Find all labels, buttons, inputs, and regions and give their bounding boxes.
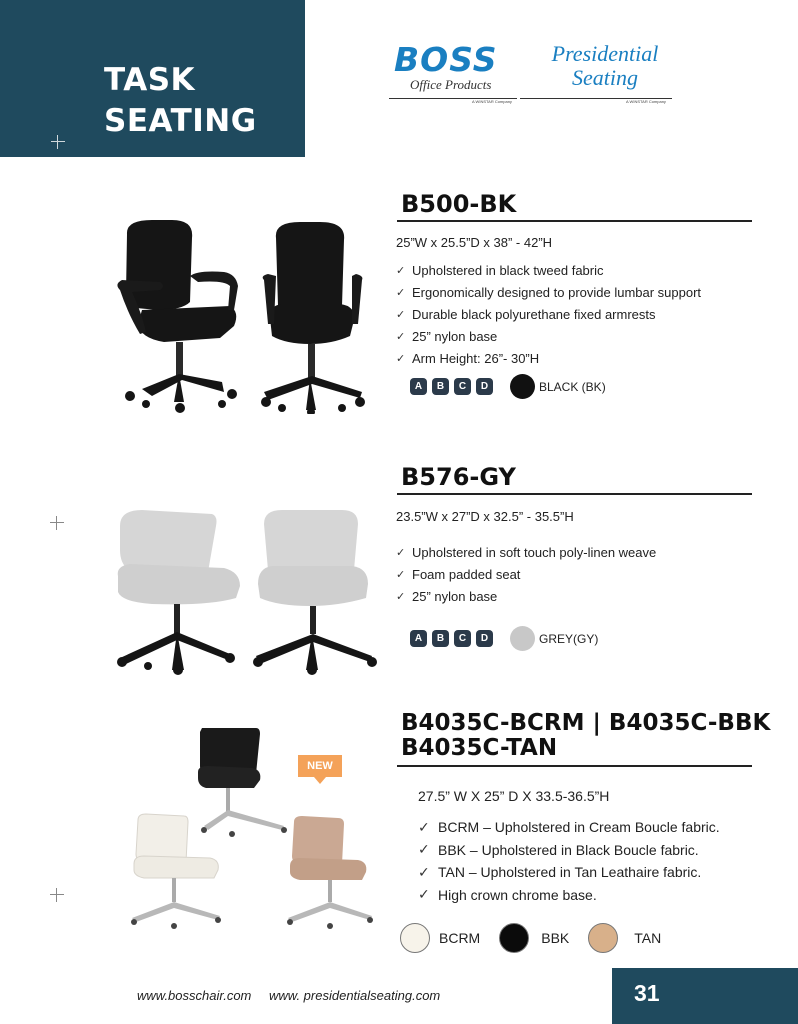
check-icon: ✓ bbox=[396, 308, 406, 321]
check-icon: ✓ bbox=[396, 546, 406, 559]
grade-badge: C bbox=[454, 630, 471, 647]
presidential-logo-tagline: A WINSTAR Company bbox=[626, 99, 666, 104]
check-icon: ✓ bbox=[396, 568, 406, 581]
product-model-title-line2: B4035C-TAN bbox=[401, 735, 558, 761]
check-icon: ✓ bbox=[396, 286, 406, 299]
feature-item bbox=[396, 563, 656, 585]
feature-item bbox=[418, 816, 720, 839]
page-number: 31 bbox=[634, 980, 660, 1006]
color-swatch bbox=[400, 923, 430, 953]
boss-logo-word: BOSS bbox=[394, 40, 498, 79]
footer-link-presidential[interactable]: www. presidentialseating.com bbox=[269, 988, 441, 1003]
crop-mark-icon bbox=[51, 135, 65, 149]
feature-text: Upholstered in black tweed fabric bbox=[412, 262, 604, 278]
feature-item bbox=[418, 839, 720, 862]
crop-mark-icon bbox=[50, 516, 64, 530]
product-dimensions: 23.5”W x 27”D x 32.5” - 35.5”H bbox=[396, 509, 574, 524]
feature-item bbox=[418, 861, 720, 884]
product-dimensions: 25”W x 25.5”D x 38” - 42”H bbox=[396, 235, 553, 250]
check-icon: ✓ bbox=[396, 352, 406, 365]
color-label: GREY(GY) bbox=[539, 631, 599, 646]
presidential-logo-line1: Presidential bbox=[551, 41, 659, 66]
check-icon: ✓ bbox=[396, 590, 406, 603]
color-label: BCRM bbox=[439, 930, 481, 946]
feature-item bbox=[396, 585, 656, 607]
boss-logo bbox=[388, 40, 516, 102]
feature-item bbox=[418, 884, 720, 907]
presidential-logo-line2: Seating bbox=[572, 65, 638, 90]
section-title-line1: TASK bbox=[104, 62, 196, 98]
product-features bbox=[396, 541, 656, 607]
section-title bbox=[104, 60, 257, 142]
grade-badge: A bbox=[410, 378, 427, 395]
feature-text: 25” nylon base bbox=[412, 588, 498, 604]
feature-text: High crown chrome base. bbox=[438, 886, 597, 903]
check-icon: ✓ bbox=[418, 886, 430, 903]
section-title-line2: SEATING bbox=[104, 103, 257, 139]
feature-text: Arm Height: 26”- 30”H bbox=[412, 350, 540, 366]
product-model-title: B500-BK bbox=[401, 190, 517, 218]
product-features bbox=[396, 259, 701, 369]
grade-and-color-row bbox=[410, 374, 606, 399]
product-model-title-line1: B4035C-BCRM | B4035C-BBK bbox=[401, 710, 771, 736]
product-image-b500-bk bbox=[112, 214, 372, 414]
color-swatch bbox=[510, 374, 535, 399]
feature-text: Durable black polyurethane fixed armrests bbox=[412, 306, 656, 322]
product-image-b576-gy bbox=[112, 506, 382, 676]
feature-text: TAN – Upholstered in Tan Leathaire fabric. bbox=[438, 864, 702, 881]
title-underline bbox=[397, 765, 752, 767]
title-underline bbox=[397, 220, 752, 222]
section-header bbox=[0, 0, 305, 157]
feature-item bbox=[396, 347, 701, 369]
color-label: TAN bbox=[634, 930, 662, 946]
grade-badge: B bbox=[432, 378, 449, 395]
page-number-box bbox=[612, 968, 798, 1024]
check-icon: ✓ bbox=[418, 863, 430, 880]
product-dimensions: 27.5” W X 25” D X 33.5-36.5”H bbox=[418, 788, 610, 804]
color-label: BBK bbox=[541, 930, 570, 946]
feature-text: Foam padded seat bbox=[412, 566, 521, 582]
feature-text: BCRM – Upholstered in Cream Boucle fabric. bbox=[438, 819, 720, 836]
feature-item bbox=[396, 541, 656, 563]
new-badge: NEW bbox=[298, 755, 342, 777]
feature-item bbox=[396, 325, 701, 347]
color-swatch bbox=[510, 626, 535, 651]
feature-item bbox=[396, 259, 701, 281]
footer-link-bosschair[interactable]: www.bosschair.com bbox=[137, 988, 252, 1003]
feature-item bbox=[396, 281, 701, 303]
crop-mark-icon bbox=[50, 888, 64, 902]
boss-logo-subtitle: Office Products bbox=[410, 77, 492, 92]
presidential-seating-logo bbox=[540, 42, 670, 90]
boss-logo-tagline: A WINSTAR Company bbox=[472, 99, 512, 104]
color-swatch bbox=[588, 923, 618, 953]
product-features bbox=[418, 816, 720, 906]
check-icon: ✓ bbox=[396, 330, 406, 343]
check-icon: ✓ bbox=[396, 264, 406, 277]
title-underline bbox=[397, 493, 752, 495]
feature-text: 25” nylon base bbox=[412, 328, 498, 344]
feature-item bbox=[396, 303, 701, 325]
grade-badge: C bbox=[454, 378, 471, 395]
color-label: BLACK (BK) bbox=[539, 379, 606, 394]
feature-text: Ergonomically designed to provide lumbar support bbox=[412, 284, 702, 300]
feature-text: BBK – Upholstered in Black Boucle fabric. bbox=[438, 841, 699, 858]
product-model-title bbox=[401, 711, 770, 761]
grade-badge: D bbox=[476, 378, 493, 395]
product-image-b4035c bbox=[128, 722, 378, 932]
grade-badge: A bbox=[410, 630, 427, 647]
color-swatch-row bbox=[400, 923, 661, 953]
grade-badge: B bbox=[432, 630, 449, 647]
footer-links bbox=[137, 988, 454, 1003]
product-model-title: B576-GY bbox=[401, 463, 516, 491]
feature-text: Upholstered in soft touch poly-linen weave bbox=[412, 544, 657, 560]
grade-and-color-row bbox=[410, 626, 598, 651]
check-icon: ✓ bbox=[418, 841, 430, 858]
color-swatch bbox=[499, 923, 529, 953]
grade-badge: D bbox=[476, 630, 493, 647]
check-icon: ✓ bbox=[418, 818, 430, 835]
